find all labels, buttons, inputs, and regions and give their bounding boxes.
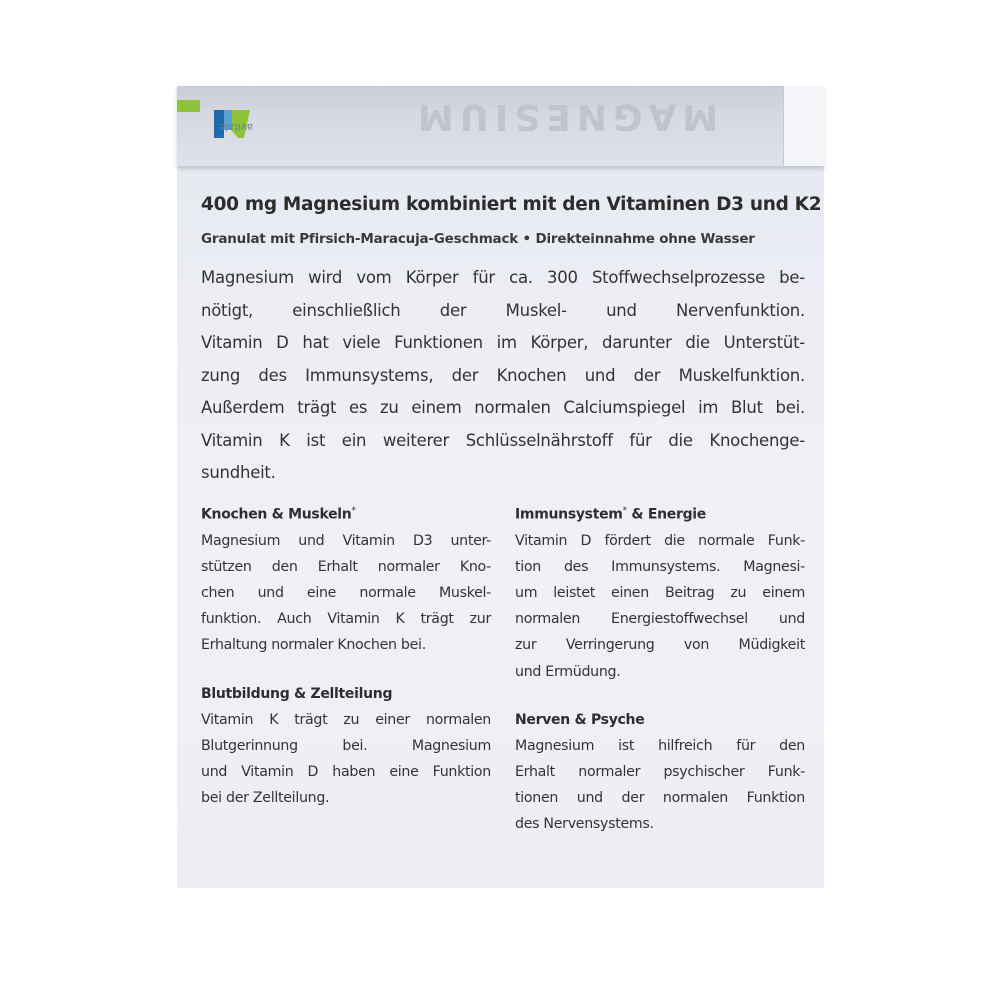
left-section-0: [201, 498, 491, 659]
section-body-line: bei der Zellteilung.: [201, 790, 330, 807]
lid-accent-bar: [177, 100, 200, 112]
section-body: [201, 528, 491, 659]
section-title: Blutbildung & Zellteilung: [201, 685, 393, 702]
section-body-line: Vitamin D fördert die normale Funk-: [515, 532, 805, 549]
intro-line: sundheit.: [201, 463, 276, 482]
section-body-line: um leistet einen Beitrag zu einem: [515, 585, 805, 602]
intro-line: Außerdem trägt es zu einem normalen Calciumspiegel im Blut bei.: [201, 398, 805, 417]
left-section-1: [201, 681, 491, 812]
section-title: Nerven & Psyche: [515, 711, 645, 728]
section-body-line: und Ermüdung.: [515, 663, 621, 680]
section-body: [515, 733, 805, 838]
section-body-line: Blutgerinnung bei. Magnesium: [201, 737, 491, 754]
section-body-line: Magnesium und Vitamin D3 unter-: [201, 532, 491, 549]
intro-line: zung des Immunsystems, der Knochen und der Muskelfunktion.: [201, 365, 805, 385]
section-body: [515, 528, 805, 685]
intro-line: Vitamin K ist ein weiterer Schlüsselnährstoff für die Knochenge-: [201, 430, 805, 450]
subline: Granulat mit Pfirsich-Maracuja-Geschmack • Direkteinnahme ohne Wasser: [201, 231, 755, 247]
lid-brand-name: avitale: [219, 121, 253, 132]
section-body-line: Erhaltung normaler Knochen bei.: [201, 637, 426, 654]
section-body-line: und Vitamin D haben eine Funktion: [201, 764, 491, 781]
intro-line: Magnesium wird vom Körper für ca. 300 Stoffwechselprozesse be-: [201, 268, 805, 287]
section-body-line: stützen den Erhalt normaler Kno-: [201, 558, 491, 575]
section-body-line: normalen Energiestoffwechsel und: [515, 611, 805, 628]
section-body-line: zur Verringerung von Müdigkeit: [515, 637, 805, 654]
section-title: Knochen & Muskeln*: [201, 506, 356, 523]
intro-line: nötigt, einschließlich der Muskel- und Nervenfunktion.: [201, 300, 805, 320]
right-column: [515, 498, 805, 860]
intro-line: Vitamin D hat viele Funktionen im Körper, darunter die Unterstüt-: [201, 333, 805, 352]
headline: 400 mg Magnesium kombiniert mit den Vitaminen D3 und K2: [201, 194, 822, 215]
section-body-line: Magnesium ist hilfreich für den: [515, 737, 805, 754]
section-body-line: funktion. Auch Vitamin K trägt zur: [201, 611, 491, 628]
section-body-line: des Nervensystems.: [515, 816, 654, 833]
section-body-line: chen und eine normale Muskel-: [201, 585, 491, 602]
right-section-1: [515, 707, 805, 838]
intro-paragraph: [201, 262, 805, 490]
section-body-line: Erhalt normaler psychischer Funk-: [515, 764, 805, 781]
section-body-line: tionen und der normalen Funktion: [515, 790, 805, 807]
section-body-line: Vitamin K trägt zu einer normalen: [201, 711, 491, 728]
section-body-line: tion des Immunsystems. Magnesi-: [515, 558, 805, 575]
section-title: Immunsystem* & Energie: [515, 506, 706, 523]
lid-product-word: MAGNESIUM: [411, 96, 719, 137]
left-column: [201, 498, 491, 833]
right-section-0: [515, 498, 805, 685]
section-body: [201, 707, 491, 812]
lid-edge: [783, 86, 825, 166]
